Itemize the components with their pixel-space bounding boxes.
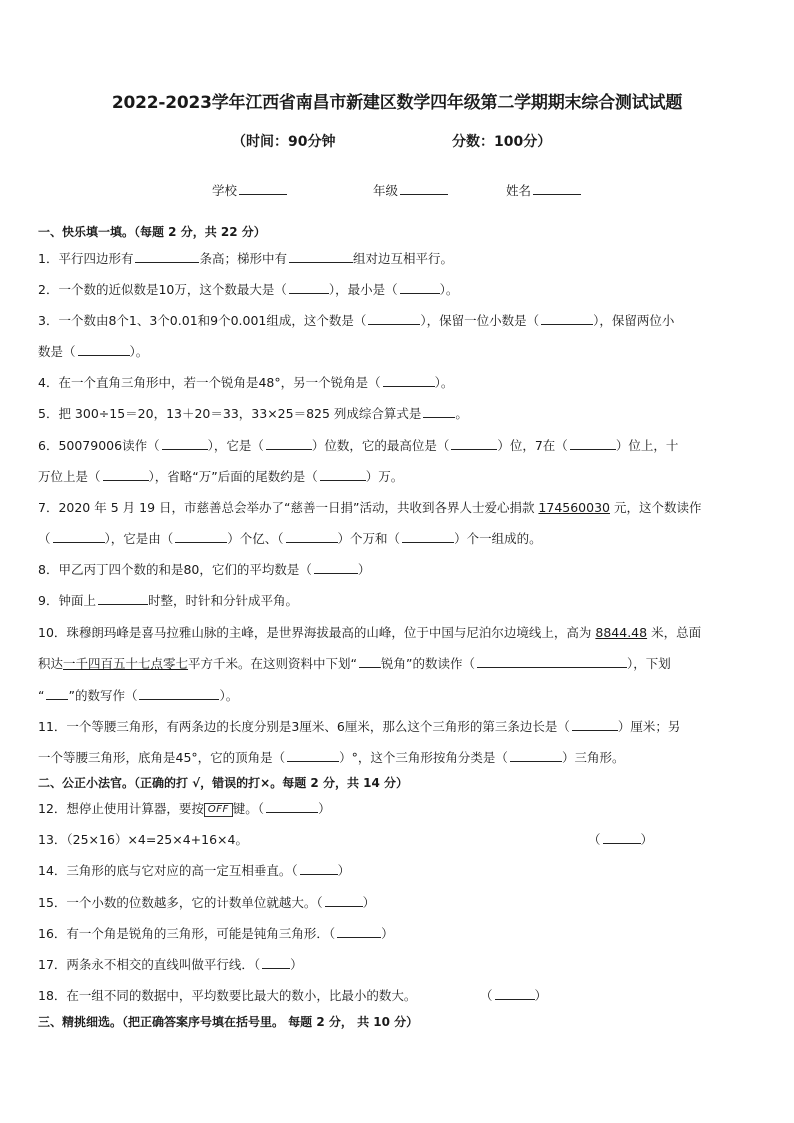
question-9: 9．钟面上 时整，时针和分针成平角。 xyxy=(38,593,298,608)
exam-score: 分数：100分） xyxy=(452,134,552,150)
answer-blank xyxy=(103,479,149,481)
question-2: 2．一个数的近似数是10万，这个数最大是（ ），最小是（ ）。 xyxy=(38,282,459,297)
question-18: 18．在一组不同的数据中，平均数要比最大的数小，比最小的数大。 xyxy=(38,988,417,1003)
question-10-cont2: “ ”的数写作（ ）。 xyxy=(38,688,239,703)
question-14: 14．三角形的底与它对应的高一定互相垂直。（ ） xyxy=(38,863,351,878)
question-7-cont: （ ），它是由（ ）个亿、（ ）个万和（ ）个一组成的。 xyxy=(38,531,542,546)
answer-blank xyxy=(495,998,535,1000)
question-1: 1．平行四边形有 条高；梯形中有 组对边互相平行。 xyxy=(38,251,453,266)
answer-blank xyxy=(139,698,219,700)
question-8: 8．甲乙丙丁四个数的和是80，它们的平均数是（ ） xyxy=(38,562,371,577)
section-1-heading: 一、快乐填一填。（每题 2 分，共 22 分） xyxy=(38,225,266,239)
answer-blank xyxy=(287,760,339,762)
grade-field xyxy=(373,181,448,199)
question-10: 10．珠穆朗玛峰是喜马拉雅山脉的主峰，是世界海拔最高的山峰，位于中国与尼泊尔边境线上，高为 8844.48 米，总面 xyxy=(38,625,702,640)
answer-blank xyxy=(175,541,227,543)
question-10-cont: 积达一千四百五十七点零七平方千米。在这则资料中下划“ 锐角”的数读作（ ），下划 xyxy=(38,656,671,671)
name-label: 姓名 xyxy=(506,183,532,198)
school-blank xyxy=(239,193,287,195)
answer-blank xyxy=(289,261,353,263)
answer-blank xyxy=(402,541,454,543)
question-6-cont: 万位上是（ ），省略“万”后面的尾数约是（ ）万。 xyxy=(38,469,404,484)
answer-blank xyxy=(98,603,148,605)
answer-blank xyxy=(570,448,616,450)
question-5: 5．把 300÷15＝20，13＋20＝33，33×25＝825 列成综合算式是 。 xyxy=(38,406,468,421)
answer-blank xyxy=(337,936,381,938)
answer-blank xyxy=(541,323,593,325)
question-13-answer: （ ） xyxy=(588,832,654,847)
answer-blank xyxy=(603,842,641,844)
answer-blank xyxy=(325,905,363,907)
question-3: 3．一个数由8个1、3个0.01和9个0.001组成，这个数是（ ），保留一位小数是（ ），保留两位小 xyxy=(38,313,675,328)
answer-blank xyxy=(78,354,130,356)
answer-blank xyxy=(383,385,435,387)
question-15: 15．一个小数的位数越多，它的计数单位就越大。（ ） xyxy=(38,895,376,910)
question-16: 16．有一个角是锐角的三角形，可能是钝角三角形．（ ） xyxy=(38,926,394,941)
question-11: 11．一个等腰三角形，有两条边的长度分别是3厘米、6厘米，那么这个三角形的第三条边长是（ ）厘米；另 xyxy=(38,719,681,734)
answer-blank xyxy=(46,698,68,700)
answer-blank xyxy=(572,729,618,731)
answer-blank xyxy=(266,811,318,813)
grade-blank xyxy=(400,193,448,195)
answer-blank xyxy=(266,448,312,450)
answer-blank xyxy=(400,292,440,294)
answer-blank xyxy=(359,666,381,668)
question-6: 6．50079006读作（ ），它是（ ）位数，它的最高位是（ ）位，7在（ ）位上，十 xyxy=(38,438,679,453)
answer-blank xyxy=(286,541,338,543)
section-2-heading: 二、公正小法官。（正确的打 √，错误的打×。每题 2 分，共 14 分） xyxy=(38,776,408,790)
question-18-answer: （ ） xyxy=(480,988,548,1003)
answer-blank xyxy=(262,967,290,969)
question-11-cont: 一个等腰三角形，底角是45°，它的顶角是（ ）°，这个三角形按角分类是（ ）三角形。 xyxy=(38,750,625,765)
answer-blank xyxy=(510,760,562,762)
school-field xyxy=(212,181,287,199)
answer-blank xyxy=(300,873,338,875)
question-17: 17．两条永不相交的直线叫做平行线．（ ） xyxy=(38,957,303,972)
exam-time: （时间：90分钟 xyxy=(232,134,336,150)
page-title: 2022-2023学年江西省南昌市新建区数学四年级第二学期期末综合测试试题 xyxy=(111,93,683,113)
answer-blank xyxy=(162,448,208,450)
question-3-cont: 数是（ ）。 xyxy=(38,344,149,359)
off-key-icon: OFF xyxy=(204,803,233,817)
question-7: 7．2020 年 5 月 19 日，市慈善总会举办了“慈善一日捐”活动，共收到各界人士爱心捐款 174560030 元，这个数读作 xyxy=(38,500,702,515)
name-field xyxy=(506,181,581,199)
grade-label: 年级 xyxy=(373,183,399,198)
answer-blank xyxy=(289,292,329,294)
answer-blank xyxy=(368,323,420,325)
answer-blank xyxy=(53,541,105,543)
answer-blank xyxy=(451,448,497,450)
answer-blank xyxy=(477,666,627,668)
answer-blank xyxy=(320,479,366,481)
section-3-heading: 三、精挑细选。（把正确答案序号填在括号里。 每题 2 分， 共 10 分） xyxy=(38,1015,419,1029)
question-4: 4．在一个直角三角形中，若一个锐角是48°，另一个锐角是（ ）。 xyxy=(38,375,454,390)
answer-blank xyxy=(314,572,358,574)
answer-blank xyxy=(135,261,199,263)
name-blank xyxy=(533,193,581,195)
question-13: 13．（25×16）×4=25×4+16×4。 xyxy=(38,832,248,847)
answer-blank xyxy=(423,416,455,418)
school-label: 学校 xyxy=(212,183,238,198)
question-12: 12．想停止使用计算器，要按 OFF 键。（ ） xyxy=(38,801,331,816)
